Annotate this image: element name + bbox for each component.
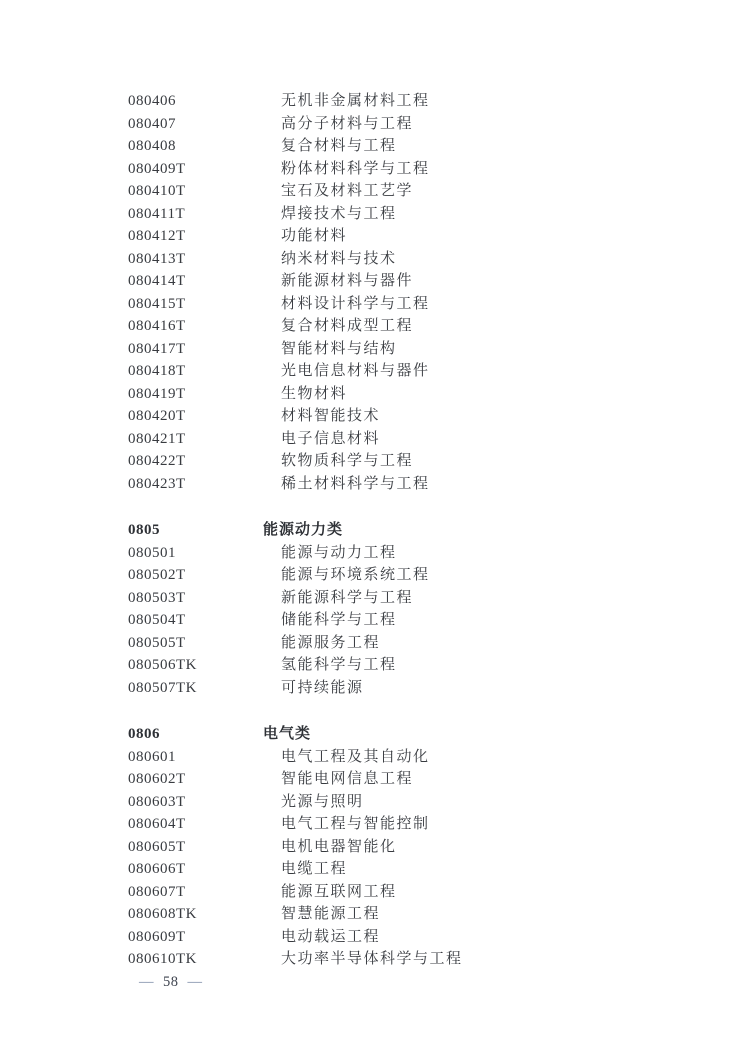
major-code: 080603T xyxy=(128,793,186,810)
major-row xyxy=(0,248,463,271)
major-code: 080507TK xyxy=(128,679,197,696)
major-code: 080411T xyxy=(128,205,186,222)
page-footer xyxy=(139,972,203,992)
major-code: 080605T xyxy=(128,838,186,855)
major-name: 电子信息材料 xyxy=(281,430,381,447)
major-row xyxy=(0,338,463,361)
major-code: 080504T xyxy=(128,612,186,628)
major-name: 电机电器智能化 xyxy=(281,838,397,855)
major-catalog xyxy=(0,90,463,971)
catalog-section xyxy=(0,90,463,495)
major-code: 080419T xyxy=(128,385,186,402)
major-name: 光电信息材料与器件 xyxy=(281,363,430,379)
major-name: 宝石及材料工艺学 xyxy=(281,183,414,199)
major-name: 粉体材料科学与工程 xyxy=(281,160,430,177)
major-name: 软物质科学与工程 xyxy=(281,453,414,469)
major-name: 能源服务工程 xyxy=(281,634,381,651)
major-name: 可持续能源 xyxy=(281,679,364,696)
major-row xyxy=(0,135,463,158)
major-name: 储能科学与工程 xyxy=(281,612,397,628)
major-name: 智能材料与结构 xyxy=(281,340,397,357)
major-row xyxy=(0,881,463,904)
major-name: 无机非金属材料工程 xyxy=(281,93,430,109)
major-code: 080417T xyxy=(128,340,186,357)
page-number: 58 xyxy=(163,974,179,990)
major-name: 新能源材料与器件 xyxy=(281,273,414,289)
major-code: 080408 xyxy=(128,138,176,154)
major-row xyxy=(0,113,463,136)
major-code: 080415T xyxy=(128,295,186,312)
major-row xyxy=(0,315,463,338)
major-code: 080505T xyxy=(128,634,186,651)
major-name: 材料设计科学与工程 xyxy=(281,295,430,312)
category-title: 电气类 xyxy=(263,726,312,742)
major-row xyxy=(0,791,463,814)
major-name: 材料智能技术 xyxy=(281,408,381,424)
footer-dash-left: — xyxy=(139,974,154,990)
major-code: 080604T xyxy=(128,816,186,832)
major-code: 080608TK xyxy=(128,906,197,922)
major-code: 080407 xyxy=(128,115,176,132)
major-name: 稀土材料科学与工程 xyxy=(281,475,430,492)
major-name: 纳米材料与技术 xyxy=(281,250,397,267)
major-row xyxy=(0,746,463,769)
major-code: 080414T xyxy=(128,273,186,289)
major-name: 电气工程及其自动化 xyxy=(281,748,430,765)
major-row xyxy=(0,903,463,926)
major-row xyxy=(0,450,463,473)
major-row xyxy=(0,677,463,700)
major-code: 080506TK xyxy=(128,657,197,673)
major-code: 080610TK xyxy=(128,951,197,967)
major-row xyxy=(0,564,463,587)
major-name: 复合材料成型工程 xyxy=(281,318,414,334)
major-code: 080609T xyxy=(128,928,186,945)
major-row xyxy=(0,768,463,791)
major-name: 高分子材料与工程 xyxy=(281,115,414,132)
major-name: 功能材料 xyxy=(281,228,348,244)
major-name: 能源与动力工程 xyxy=(281,544,397,561)
major-name: 复合材料与工程 xyxy=(281,138,397,154)
major-row xyxy=(0,609,463,632)
major-row xyxy=(0,836,463,859)
major-name: 能源与环境系统工程 xyxy=(281,567,430,583)
major-name: 氢能科学与工程 xyxy=(281,657,397,673)
major-row xyxy=(0,180,463,203)
major-name: 电动载运工程 xyxy=(281,928,381,945)
major-row xyxy=(0,90,463,113)
major-name: 焊接技术与工程 xyxy=(281,205,397,222)
catalog-section xyxy=(0,723,463,971)
major-code: 080418T xyxy=(128,363,186,379)
major-code: 080422T xyxy=(128,453,186,469)
major-name: 光源与照明 xyxy=(281,793,364,810)
major-code: 080416T xyxy=(128,318,186,334)
category-code: 0805 xyxy=(128,522,160,538)
major-code: 080602T xyxy=(128,771,186,787)
major-code: 080421T xyxy=(128,430,186,447)
major-code: 080601 xyxy=(128,748,176,765)
major-row xyxy=(0,203,463,226)
major-name: 电气工程与智能控制 xyxy=(281,816,430,832)
major-name: 智慧能源工程 xyxy=(281,906,381,922)
major-code: 080409T xyxy=(128,160,186,177)
major-row xyxy=(0,473,463,496)
major-row xyxy=(0,405,463,428)
major-code: 080423T xyxy=(128,475,186,492)
major-name: 电缆工程 xyxy=(281,861,348,877)
major-code: 080502T xyxy=(128,567,186,583)
major-row xyxy=(0,632,463,655)
major-row xyxy=(0,926,463,949)
major-code: 080503T xyxy=(128,589,186,606)
major-code: 080607T xyxy=(128,883,186,900)
major-name: 新能源科学与工程 xyxy=(281,589,414,606)
major-row xyxy=(0,542,463,565)
major-code: 080420T xyxy=(128,408,186,424)
major-row xyxy=(0,428,463,451)
major-code: 080410T xyxy=(128,183,186,199)
major-code: 080412T xyxy=(128,228,186,244)
major-row xyxy=(0,858,463,881)
major-code: 080501 xyxy=(128,544,176,561)
category-title: 能源动力类 xyxy=(263,522,344,538)
major-row xyxy=(0,383,463,406)
major-row xyxy=(0,270,463,293)
footer-dash-right: — xyxy=(187,974,203,990)
major-row xyxy=(0,587,463,610)
major-name: 大功率半导体科学与工程 xyxy=(281,951,463,967)
major-code: 080606T xyxy=(128,861,186,877)
major-name: 智能电网信息工程 xyxy=(281,771,414,787)
major-row xyxy=(0,360,463,383)
catalog-section xyxy=(0,519,463,699)
major-code: 080413T xyxy=(128,250,186,267)
category-header-row xyxy=(0,519,463,542)
major-row xyxy=(0,948,463,971)
major-code: 080406 xyxy=(128,93,176,109)
major-row xyxy=(0,813,463,836)
category-code: 0806 xyxy=(128,726,160,742)
major-row xyxy=(0,293,463,316)
major-name: 生物材料 xyxy=(281,385,348,402)
major-row xyxy=(0,654,463,677)
major-row xyxy=(0,225,463,248)
major-name: 能源互联网工程 xyxy=(281,883,397,900)
major-row xyxy=(0,158,463,181)
category-header-row xyxy=(0,723,463,746)
